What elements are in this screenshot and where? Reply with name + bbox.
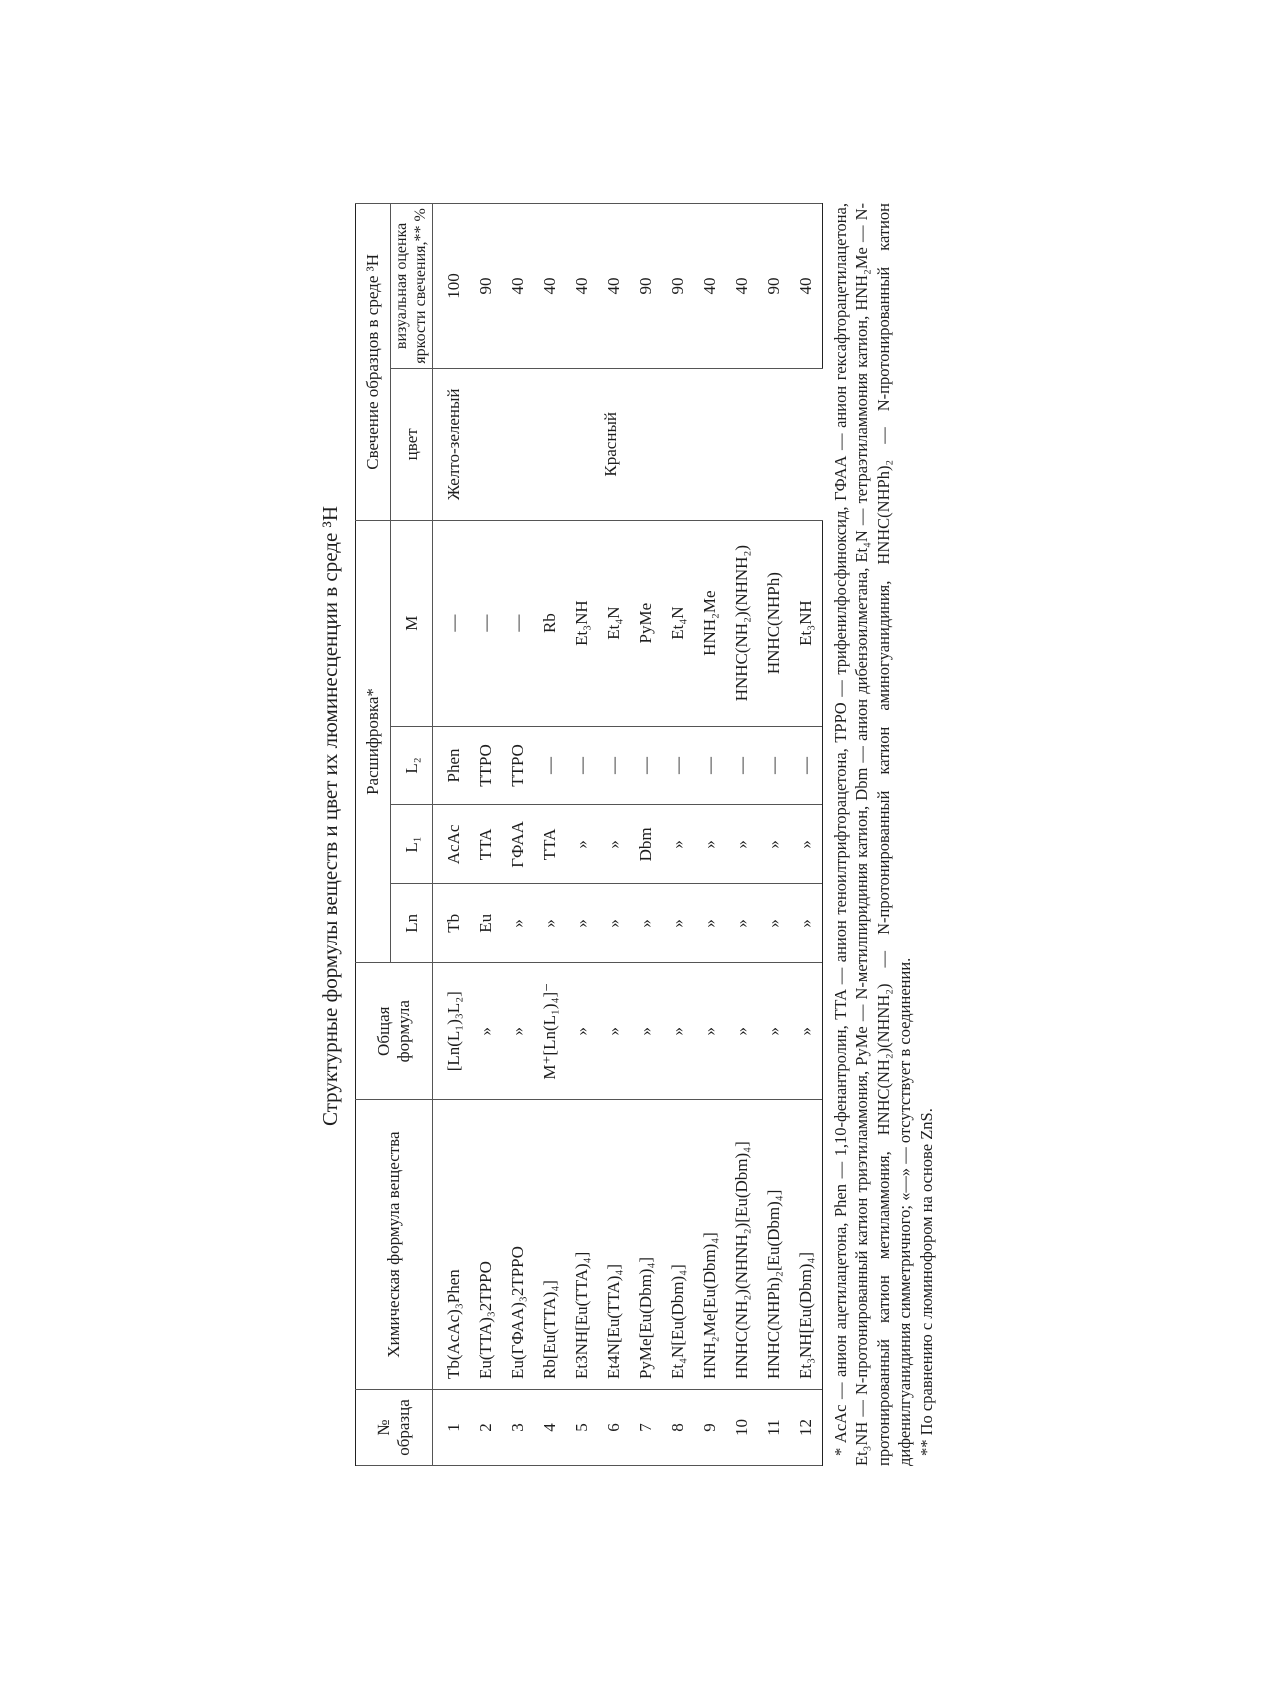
cell-l1: »	[566, 805, 598, 884]
data-table	[355, 203, 823, 1466]
cell-l2: Phen	[433, 726, 471, 805]
cell-brightness: 40	[566, 204, 598, 369]
cell-m: —	[502, 520, 534, 726]
header-general: Общая формула	[356, 963, 433, 1100]
cell-ln: »	[726, 884, 758, 963]
page-content	[318, 166, 937, 1466]
cell-l2: TTPO	[470, 726, 502, 805]
cell-ln: »	[502, 884, 534, 963]
cell-formula: HNHC(NH₂)(NHNH₂)[Eu(Dbm)₄]	[726, 1100, 758, 1390]
cell-l1: »	[790, 805, 823, 884]
header-l1: L₁	[391, 805, 433, 884]
cell-brightness: 40	[694, 204, 726, 369]
cell-num: 11	[758, 1390, 790, 1466]
header-brightness: визуальная оценка яркости свечения,** %	[391, 204, 433, 369]
cell-m: —	[470, 520, 502, 726]
cell-general: »	[598, 963, 630, 1100]
cell-general: »	[790, 963, 823, 1100]
header-num: № образца	[356, 1390, 433, 1466]
cell-m: HNH₂Me	[694, 520, 726, 726]
cell-l1: TTA	[470, 805, 502, 884]
cell-l1: ГФАА	[502, 805, 534, 884]
cell-l2: —	[790, 726, 823, 805]
cell-m: PyMe	[630, 520, 662, 726]
header-ln: Ln	[391, 884, 433, 963]
cell-num: 1	[433, 1390, 471, 1466]
cell-m: —	[433, 520, 471, 726]
cell-l1: AcAc	[433, 805, 471, 884]
cell-l2: —	[566, 726, 598, 805]
footnote-comparison: ** По сравнению с люминофором на основе ZnS.	[916, 1108, 936, 1456]
cell-ln: »	[694, 884, 726, 963]
cell-num: 2	[470, 1390, 502, 1466]
cell-brightness: 90	[630, 204, 662, 369]
cell-brightness: 40	[598, 204, 630, 369]
cell-l1: »	[662, 805, 694, 884]
header-decoding: Расшифровка*	[356, 520, 391, 963]
cell-brightness: 40	[726, 204, 758, 369]
cell-l2: —	[726, 726, 758, 805]
cell-m: Rb	[534, 520, 566, 726]
header-glow: Свечение образцов в среде ³H	[356, 204, 391, 521]
cell-m: Et₃NH	[566, 520, 598, 726]
cell-ln: »	[534, 884, 566, 963]
cell-l2: TTPO	[502, 726, 534, 805]
cell-brightness: 90	[662, 204, 694, 369]
cell-general: »	[758, 963, 790, 1100]
cell-m: HNHC(NH₂)(NHNH₂)	[726, 520, 758, 726]
cell-l1: »	[598, 805, 630, 884]
cell-num: 7	[630, 1390, 662, 1466]
table-row	[470, 204, 502, 1466]
cell-brightness: 90	[470, 204, 502, 369]
cell-brightness: 40	[502, 204, 534, 369]
cell-ln: Tb	[433, 884, 471, 963]
cell-l2: —	[662, 726, 694, 805]
cell-ln: »	[758, 884, 790, 963]
cell-general: »	[630, 963, 662, 1100]
cell-ln: »	[790, 884, 823, 963]
cell-general: [Ln(L₁)₃L₂]	[433, 963, 471, 1100]
cell-l1: Dbm	[630, 805, 662, 884]
table-row	[433, 204, 471, 1466]
cell-general: »	[726, 963, 758, 1100]
cell-formula: HNHC(NHPh)₂[Eu(Dbm)₄]	[758, 1100, 790, 1390]
header-m: M	[391, 520, 433, 726]
cell-m: Et₃NH	[790, 520, 823, 726]
cell-formula: Eu(ГФАА)₃2TPPO	[502, 1100, 534, 1390]
cell-num: 10	[726, 1390, 758, 1466]
cell-brightness: 100	[433, 204, 471, 369]
header-color: цвет	[391, 368, 433, 520]
cell-general: »	[694, 963, 726, 1100]
cell-general: »	[470, 963, 502, 1100]
cell-num: 12	[790, 1390, 823, 1466]
table-title: Структурные формулы веществ и цвет их люминесценции в среде ³H	[318, 506, 342, 1127]
cell-num: 5	[566, 1390, 598, 1466]
header-l2: L₂	[391, 726, 433, 805]
cell-l2: —	[758, 726, 790, 805]
cell-ln: Eu	[470, 884, 502, 963]
cell-formula: Et₃NH[Eu(Dbm)₄]	[790, 1100, 823, 1390]
cell-color-red: Красный	[470, 368, 823, 520]
cell-formula: Tb(AcAc)₃Phen	[433, 1100, 471, 1390]
cell-brightness: 90	[758, 204, 790, 369]
footnote-abbreviations: * AcAc — анион ацетилацетона, Phen — 1,10-фенантролин, TTA — анион теноилтрифторацетона, TPPO — трифенилфосфиноксид, ГФАА — анион гексафторацетилацетона, Et₃NH — N-протонированный катион триэтиламмония, PyMe — N-метилпиридиния катион, Dbm — анион дибензоилметана, Et₄N — тетраэтиламмония катион, HNH₂Me — N-протонированный катион метиламмония, HNHC(NH₂)(NHNH₂) — N-протонированный катион аминогуанидиния, HNHC(NHPh)₂ — N-протонированный катион дифенилгуанидиния симметричного; «—» — отсутствует в соединении.	[831, 203, 915, 1466]
cell-num: 4	[534, 1390, 566, 1466]
cell-general: M⁺[Ln(L₁)₄]⁻	[534, 963, 566, 1100]
cell-brightness: 40	[534, 204, 566, 369]
cell-ln: »	[598, 884, 630, 963]
cell-l2: —	[694, 726, 726, 805]
cell-general: »	[502, 963, 534, 1100]
cell-l2: —	[630, 726, 662, 805]
header-formula: Химическая формула вещества	[356, 1100, 433, 1390]
cell-l1: »	[726, 805, 758, 884]
cell-ln: »	[630, 884, 662, 963]
cell-num: 9	[694, 1390, 726, 1466]
cell-l1: »	[758, 805, 790, 884]
cell-general: »	[662, 963, 694, 1100]
cell-l2: —	[598, 726, 630, 805]
cell-formula: Eu(TTA)₃2TPPO	[470, 1100, 502, 1390]
cell-formula: HNH₂Me[Eu(Dbm)₄]	[694, 1100, 726, 1390]
cell-formula: Rb[Eu(TTA)₄]	[534, 1100, 566, 1390]
cell-m: HNHC(NHPh)	[758, 520, 790, 726]
cell-num: 6	[598, 1390, 630, 1466]
cell-l1: »	[694, 805, 726, 884]
cell-general: »	[566, 963, 598, 1100]
cell-l2: —	[534, 726, 566, 805]
cell-ln: »	[662, 884, 694, 963]
cell-formula: PyMe[Eu(Dbm)₄]	[630, 1100, 662, 1390]
cell-brightness: 40	[790, 204, 823, 369]
cell-num: 8	[662, 1390, 694, 1466]
cell-formula: Et4N[Eu(TTA)₄]	[598, 1100, 630, 1390]
cell-formula: Et₄N[Eu(Dbm)₄]	[662, 1100, 694, 1390]
cell-color-green: Желто-зеленый	[433, 368, 471, 520]
cell-formula: Et3NH[Eu(TTA)₄]	[566, 1100, 598, 1390]
footnotes	[830, 203, 937, 1466]
cell-num: 3	[502, 1390, 534, 1466]
cell-m: Et₄N	[662, 520, 694, 726]
cell-m: Et₄N	[598, 520, 630, 726]
cell-ln: »	[566, 884, 598, 963]
table-body	[433, 204, 823, 1466]
cell-l1: TTA	[534, 805, 566, 884]
